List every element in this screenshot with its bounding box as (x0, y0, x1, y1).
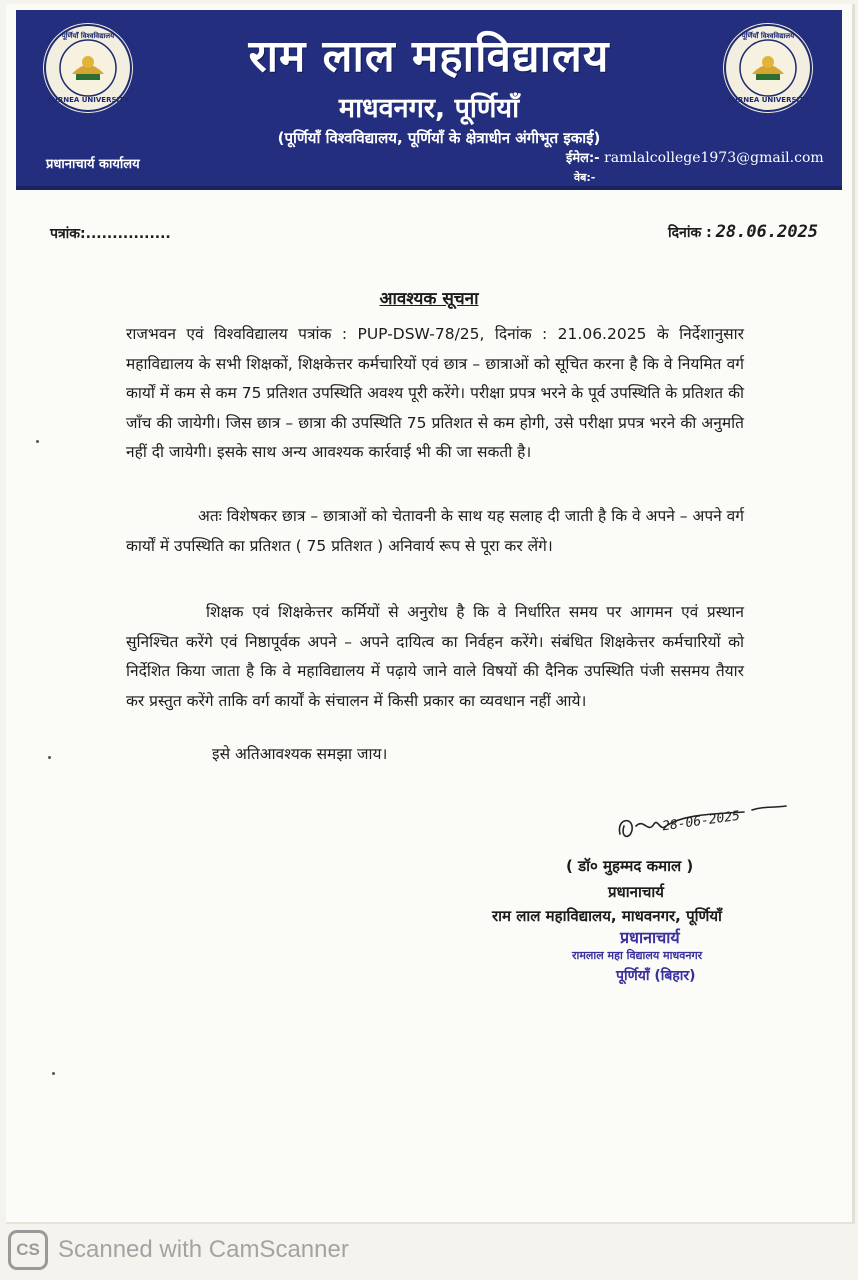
seal-text: पूर्णियाँ विश्वविद्यालय (741, 32, 795, 40)
paragraph: शिक्षक एवं शिक्षकेत्तर कर्मियों से अनुरोध है कि वे निर्धारित समय पर आगमन एवं प्रस्थान सुनिश्चित करेंगे एवं निष्ठापूर्वक अपने – अपने दायित्व का निर्वहन करेंगे। संबंधित शिक्षकेत्तर कर्मचारियों को निर्देशित किया जाता है कि वे महाविद्यालय में पढ़ाये जाने वाले विषयों की दैनिक उपस्थिति पंजी ससमय तैयार कर प्रस्तुत करेंगे ताकि वर्ग कार्यों के संचालन में किसी प्रकार का व्यवधान नहीं आये। (126, 603, 744, 710)
seal-text: PURNEA UNIVERSITY (727, 96, 809, 104)
document-sheet (6, 4, 855, 1224)
signer-organization: राम लाल महाविद्यालय, माधवनगर, पूर्णियाँ (492, 907, 722, 925)
office-label: प्रधानाचार्य कार्यालय (46, 157, 140, 172)
stamp-organization: रामलाल महा विद्यालय माधवनगर (572, 949, 703, 962)
university-seal-right (722, 22, 814, 114)
reference-number: पत्रांक:................ (50, 226, 171, 242)
date-label: दिनांक : (668, 225, 712, 241)
email-address: ramlalcollege1973@gmail.com (604, 150, 824, 166)
seal-text: PURNEA UNIVERSITY (47, 96, 129, 104)
scan-speck (48, 756, 51, 759)
scanner-watermark (8, 1230, 349, 1270)
signer-name: ( डॉ० मुहम्मद कमाल ) (566, 857, 694, 875)
university-seal-left (42, 22, 134, 114)
web-label: वेब:- (574, 171, 596, 184)
camscanner-logo-icon: CS (8, 1230, 48, 1270)
seal-text: पूर्णियाँ विश्वविद्यालय (61, 32, 115, 40)
scan-speck (52, 1072, 55, 1075)
college-affiliation: (पूर्णियाँ विश्वविद्यालय, पूर्णियाँ के क्षेत्राधीन अंगीभूत इकाई) (277, 129, 601, 147)
scan-speck (36, 440, 39, 443)
signature-date: 28-06-2025 (661, 808, 741, 835)
stamp-title: प्रधानाचार्य (620, 928, 680, 947)
paragraph: अतः विशेषकर छात्र – छात्राओं को चेतावनी के साथ यह सलाह दी जाती है कि वे अपने – अपने वर्ग कार्यों में उपस्थिति का प्रतिशत ( 75 प्रतिशत ) अनिवार्य रूप से पूरा कर लेंगे। (126, 507, 744, 555)
college-name: राम लाल महाविद्यालय (248, 31, 610, 82)
notice-title: आवश्यक सूचना (379, 289, 479, 309)
date-line (668, 222, 818, 242)
watermark-text: Scanned with CamScanner (58, 1236, 349, 1263)
closing-line: इसे अतिआवश्यक समझा जाय। (212, 745, 388, 763)
handwritten-date: 28.06.2025 (715, 222, 819, 242)
college-location: माधवनगर, पूर्णियाँ (338, 93, 520, 124)
paragraph: राजभवन एवं विश्वविद्यालय पत्रांक : PUP-DSW-78/25, दिनांक : 21.06.2025 के निर्देशानुसार महाविद्यालय के सभी शिक्षकों, शिक्षकेत्तर कर्मचारियों एवं छात्र – छात्राओं को सूचित करना है कि वे नियमित वर्ग कार्यों में कम से कम 75 प्रतिशत उपस्थिति अवश्य पूरी करेंगे। परीक्षा प्रपत्र भरने के पूर्व उपस्थिति के प्रतिशत की जाँच की जायेगी। जिस छात्र – छात्रा की उपस्थिति 75 प्रतिशत से कम होगी, उसे परीक्षा प्रपत्र भरने की अनुमति नहीं दी जायेगी। इसके साथ अन्य आवश्यक कार्रवाई भी की जा सकती है। (126, 325, 744, 461)
email-label: ईमेल:- (566, 151, 600, 166)
signer-title: प्रधानाचार्य (608, 883, 664, 901)
letterhead-banner (16, 10, 842, 190)
email-line (566, 148, 824, 166)
stamp-place: पूर्णियाँ (बिहार) (616, 968, 696, 984)
